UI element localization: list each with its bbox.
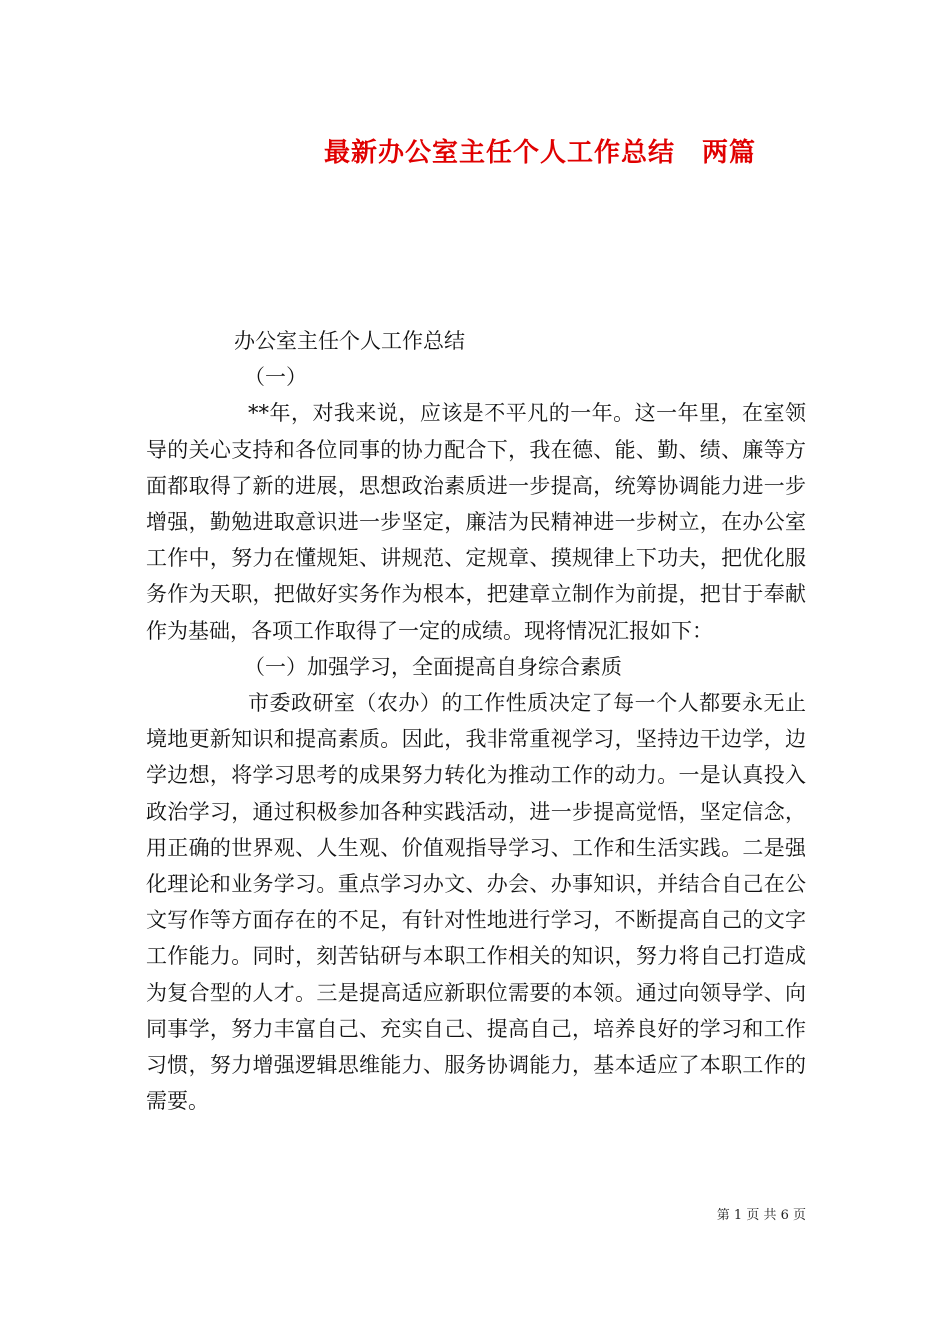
section-heading: （一）加强学习，全面提高自身综合素质 (244, 654, 622, 679)
document-title: 最新办公室主任个人工作总结 两篇 (323, 138, 756, 168)
paragraph-study: 市委政研室（农办）的工作性质决定了每一个人都要永无止境地更新知识和提高素质。因此，我非常重视学习，坚持边干边学，边学边想，将学习思考的成果努力转化为推动工作的动力。一是认真投入政治学习，通过积极参加各种实践活动，进一步提高觉悟，坚定信念，用正确的世界观、人生观、价值观指导学习、工作和生活实践。二是强化理论和业务学习。重点学习办文、办会、办事知识，并结合自己在公文写作等方面存在的不足，有针对性地进行学习，不断提高自己的文字工作能力。同时，刻苦钻研与本职工作相关的知识，努力将自己打造成为复合型的人才。三是提高适应新职位需要的本领。通过向领导学、向同事学，努力丰富自己、充实自己、提高自己，培养良好的学习和工作习惯，努力增强逻辑思维能力、服务协调能力，基本适应了本职工作的需要。 (146, 691, 806, 1114)
document-body (146, 323, 806, 1119)
page-number-footer: 第 1 页 共 6 页 (716, 1208, 806, 1223)
document-subtitle: 办公室主任个人工作总结 (234, 329, 465, 353)
paragraph-intro: **年，对我来说，应该是不平凡的一年。这一年里，在室领导的关心支持和各位同事的协力配合下，我在德、能、勤、绩、廉等方面都取得了新的进展，思想政治素质进一步提高，统筹协调能力进一步增强，勤勉进取意识进一步坚定，廉洁为民精神进一步树立，在办公室工作中，努力在懂规矩、讲规范、定规章、摸规律上下功夫，把优化服务作为天职，把做好实务作为根本，把建章立制作为前提，把甘于奉献作为基础，各项工作取得了一定的成绩。现将情况汇报如下： (146, 401, 806, 643)
section-number: （一） (244, 365, 307, 390)
